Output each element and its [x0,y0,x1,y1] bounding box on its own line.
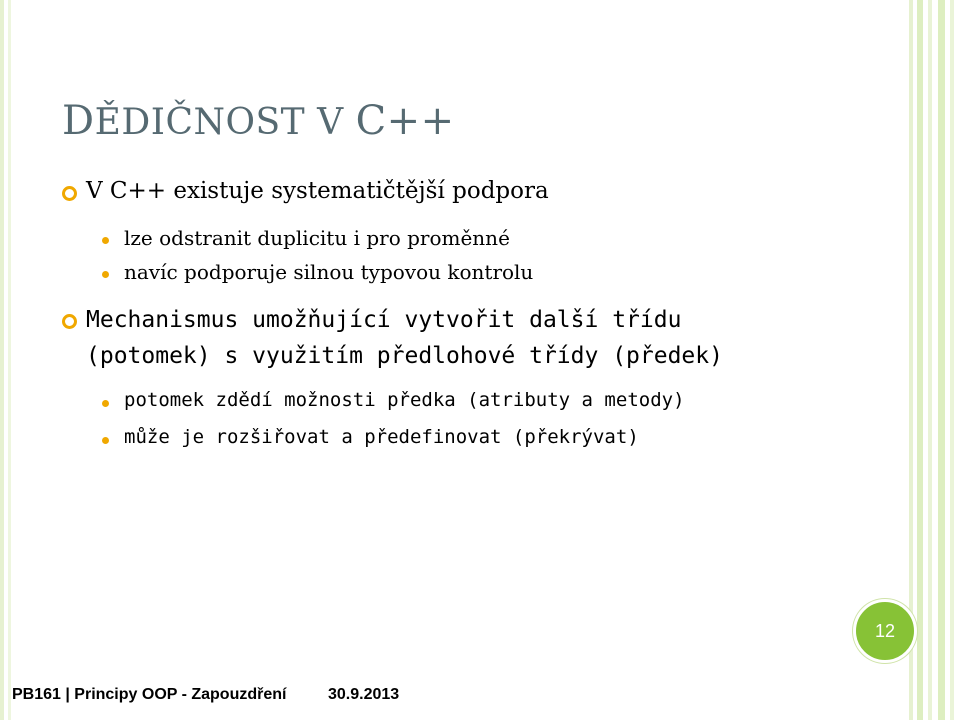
decor-stripe-right [928,0,932,720]
decor-stripe-right [938,0,945,720]
bullet-level2: může je rozšiřovat a předefinovat (překrývat) [124,426,639,448]
bullet-level1-line1: Mechanismus umožňující vytvořit další třídu [86,307,682,333]
bullet-level1-line2: (potomek) s využitím předlohové třídy (předek) [86,343,723,369]
decor-stripe-left [0,0,4,720]
bullet-dot-icon [102,400,109,407]
bullet-level2: lze odstranit duplicitu i pro proměnné [124,226,510,250]
bullet-ring-icon [62,186,77,201]
decor-stripe-right [950,0,954,720]
bullet-level1: V C++ existuje systematičtější podpora [86,178,549,204]
page-number-badge [853,599,917,663]
footer-date: 30.9.2013 [328,686,400,703]
decor-stripe-right [917,0,923,720]
bullet-ring-icon [62,314,77,329]
bullet-dot-icon [102,437,109,444]
title-initial: D [62,98,95,144]
bullet-dot-icon [102,237,109,244]
bullet-dot-icon [102,271,109,278]
decor-stripe-left [8,0,11,720]
page-number: 12 [874,620,896,641]
slide-title [62,98,455,144]
title-end: C++ [355,98,455,144]
footer-course: PB161 | Principy OOP - Zapouzdření [12,686,287,703]
bullet-level2: navíc podporuje silnou typovou kontrolu [124,260,534,284]
bullet-level2: potomek zdědí možnosti předka (atributy a metody) [124,389,685,411]
title-rest: ĚDIČNOST V [94,102,356,143]
